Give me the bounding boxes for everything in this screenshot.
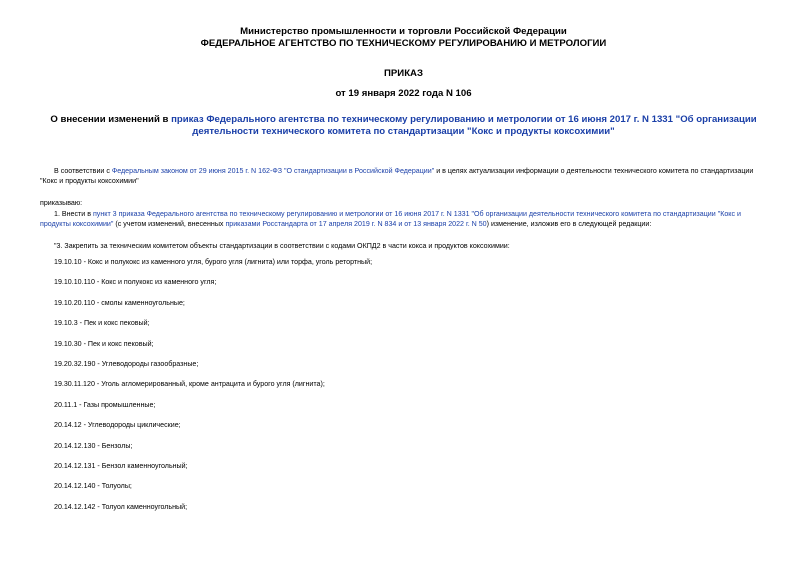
code-item: 20.14.12.142 - Толуол каменноугольный; (54, 502, 188, 511)
basis-suffix: и в целях актуализации информации о деятельности технического комитета по стандартизации "Кокс и продукты коксохимии" (40, 167, 754, 185)
code-item: 19.10.3 - Пек и кокс пековый; (54, 319, 150, 328)
order-clause-link[interactable]: пункт 3 приказа Федерального агентства по техническому регулированию и метрологии от 16 июня 2017 г. N 1331 "Об организации деятельности технического комитета по стандартизации "Кокс и продукты коксохимии" (40, 210, 741, 228)
amendment-mid: (с учетом изменений, внесенных (113, 220, 226, 228)
code-item: 20.14.12.130 - Бензолы; (54, 441, 133, 450)
document-date: от 19 января 2022 года N 106 (335, 88, 472, 99)
basis-prefix: В соответствии с (54, 167, 112, 175)
code-item: 19.10.20.110 - смолы каменноугольные; (54, 298, 185, 307)
agency-title: ФЕДЕРАЛЬНОЕ АГЕНТСТВО ПО ТЕХНИЧЕСКОМУ РЕГУЛИРОВАНИЮ И МЕТРОЛОГИИ (200, 38, 607, 49)
code-item: 20.14.12.140 - Толуолы; (54, 482, 132, 491)
paragraph-basis (40, 166, 770, 186)
code-item: 19.10.10.110 - Кокс и полукокс из каменного угля; (54, 278, 217, 287)
amendment-prefix: 1. Внести в (54, 210, 93, 218)
code-item: 20.11.1 - Газы промышленные; (54, 400, 156, 409)
code-item: 19.10.10 - Кокс и полукокс из каменного угля, бурого угля (лигнита) или торфа, уголь ретортный; (54, 258, 373, 266)
code-item: 20.14.12 - Углеводороды циклические; (54, 421, 181, 430)
document-subject (40, 114, 767, 138)
code-item: 19.10.30 - Пек и кокс пековый; (54, 339, 154, 348)
amendment-suffix: ) изменение, изложив его в следующей редакции: (486, 220, 652, 228)
code-item: 20.14.12.131 - Бензол каменноугольный; (54, 462, 188, 470)
ministry-title: Министерство промышленности и торговли Российской Федерации (240, 26, 567, 37)
code-item: 19.20.32.190 - Углеводороды газообразные; (54, 360, 199, 368)
subject-prefix: О внесении изменений в (50, 114, 172, 125)
subject-order-link[interactable]: приказ Федерального агентства по техническому регулированию и метрологии от 16 июня 2017 г. N 1331 "Об организации деятельности технического комитета по стандартизации "Кокс и продукты коксохимии" (171, 114, 757, 137)
paragraph-amendment (40, 209, 770, 229)
federal-law-link[interactable]: Федеральным законом от 29 июня 2015 г. N 162-ФЗ "О стандартизации в Российской Федерации" (111, 167, 435, 175)
rosstandart-orders-link[interactable]: приказами Росстандарта от 17 апреля 2019 г. N 834 и от 13 января 2022 г. N 50 (225, 220, 487, 228)
paragraph-assign: "3. Закрепить за техническим комитетом объекты стандартизации в соответствии с кодами ОКПД2 в части кокса и продуктов коксохимии: (54, 242, 510, 250)
document-type: ПРИКАЗ (384, 68, 423, 79)
code-item: 19.30.11.120 - Уголь агломерированный, кроме антрацита и бурого угля (лигнита); (54, 380, 325, 389)
order-word: приказываю: (40, 199, 83, 207)
